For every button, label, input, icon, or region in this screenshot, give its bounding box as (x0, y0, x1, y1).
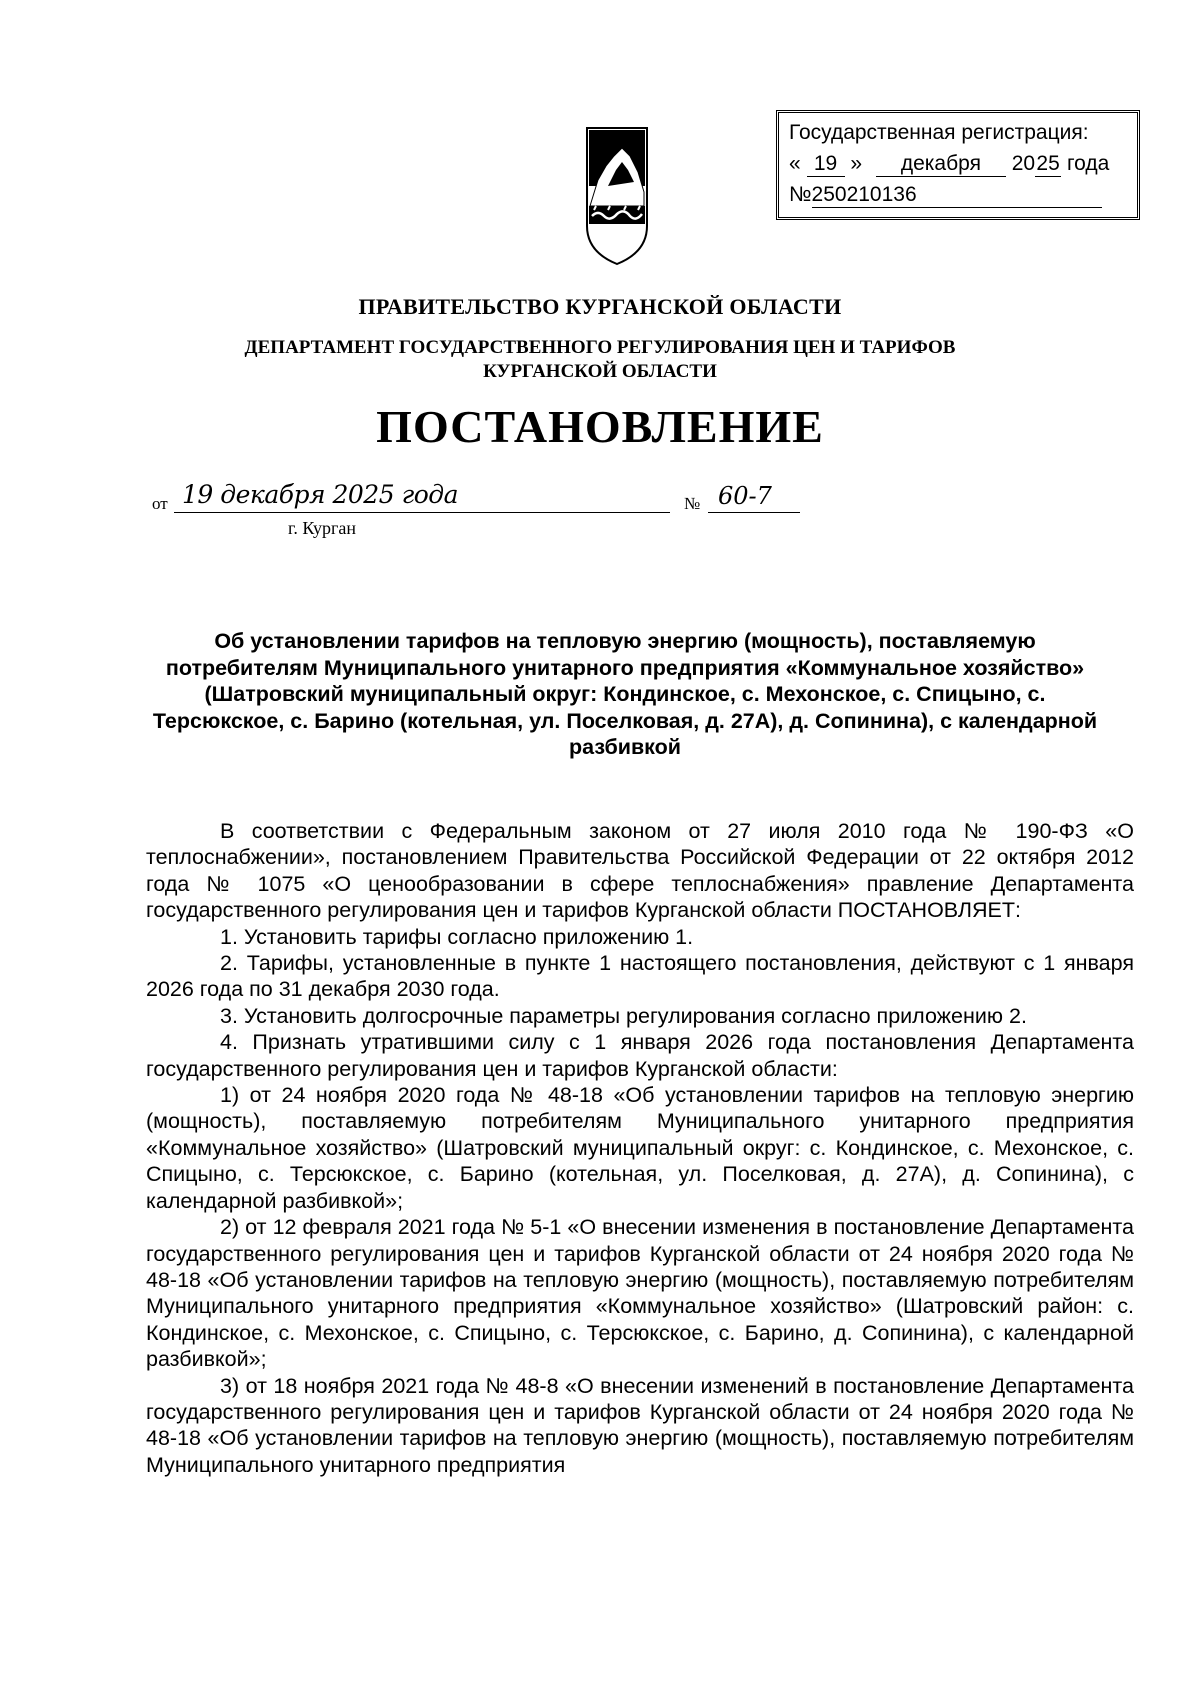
item-1: 1. Установить тарифы согласно приложению 1. (220, 924, 694, 949)
registration-year-suffix: 25 (1036, 152, 1060, 175)
registration-day: 19 (807, 152, 845, 177)
city-label: г. Курган (288, 518, 357, 538)
registration-date (789, 148, 1137, 179)
registration-quote-close: » (850, 152, 863, 175)
document-type-title: ПОСТАНОВЛЕНИЕ (376, 401, 824, 452)
registration-stamp (776, 110, 1140, 220)
preamble-paragraph: В соответствии с Федеральным законом от 27 июля 2010 года № 190-ФЗ «О теплоснабжении», постановлением Правительства Российской Федерации от 22 октября 2012 года № 1075 «О ценообразовании в сфере теплоснабжения» правление Департамента государственного регулирования цен и тарифов Курганской области ПОСТАНОВЛЯЕТ: (146, 819, 1134, 923)
item-4: 4. Признать утратившими силу с 1 января 2026 года постановления Департамента государственного регулирования цен и тарифов Курганской области: (146, 1030, 1134, 1081)
department-header-line2: КУРГАНСКОЙ ОБЛАСТИ (483, 361, 717, 382)
handwritten-date: 19 декабря 2025 года (182, 480, 458, 509)
department-header-line1: ДЕПАРТАМЕНТ ГОСУДАРСТВЕННОГО РЕГУЛИРОВАНИЯ ЦЕН И ТАРИФОВ (244, 337, 956, 358)
number-label: № (684, 494, 701, 513)
date-field (174, 480, 670, 513)
from-label: от (152, 494, 168, 513)
handwritten-number: 60-7 (718, 482, 772, 510)
subitem-1: 1) от 24 ноября 2020 года № 48-18 «Об установлении тарифов на тепловую энергию (мощность), поставляемую потребителям Муниципального унитарного предприятия «Коммунальное хозяйство» (Шатровский муниципальный округ: с. Кондинское, с. Мехонское, с. Спицыно, с. Терсюкское, с. Барино (котельная, ул. Поселковая, д. 27А), д. Сопинина), с календарной разбивкой»; (146, 1083, 1134, 1213)
registration-number-row (789, 179, 1137, 210)
registration-quote-open: « (789, 152, 801, 175)
number-field (708, 484, 800, 513)
registration-number: 250210136 (812, 183, 1102, 208)
subitem-2: 2) от 12 февраля 2021 года № 5-1 «О внесении изменения в постановление Департамента государственного регулирования цен и тарифов Курганской области от 24 ноября 2020 года № 48-18 «Об установлении тарифов на тепловую энергию (мощность), поставляемую потребителям Муниципального унитарного предприятия «Коммунальное хозяйство» (Шатровский район: с. Кондинское, с. Мехонское, с. Спицыно, с. Терсюкское, с. Барино, д. Сопинина), с календарной разбивкой»; (146, 1215, 1134, 1372)
registration-number-label: № (789, 183, 812, 206)
item-3: 3. Установить долгосрочные параметры регулирования согласно приложению 2. (220, 1003, 1027, 1028)
registration-month: декабря (876, 152, 1006, 177)
coat-of-arms-icon (584, 126, 650, 266)
registration-year-word: года (1066, 152, 1110, 175)
document-body (146, 818, 1134, 1478)
item-2: 2. Тарифы, установленные в пункте 1 настоящего постановления, действуют с 1 января 2026 года по 31 декабря 2030 года. (146, 951, 1134, 1002)
registration-label: Государственная регистрация: (789, 121, 1089, 144)
subitem-3: 3) от 18 ноября 2021 года № 48-8 «О внесении изменений в постановление Департамента государственного регулирования цен и тарифов Курганской области от 24 ноября 2020 года № 48-18 «Об установлении тарифов на тепловую энергию (мощность), поставляемую потребителям Муниципального унитарного предприятия (146, 1373, 1134, 1477)
document-subject: Об установлении тарифов на тепловую энергию (мощность), поставляемую потребителям Муниципального унитарного предприятия «Коммунальное хозяйство» (Шатровский муниципальный округ: Кондинское, с. Мехонское, с. Спицыно, с. Терсюкское, с. Барино (котельная, ул. Поселковая, д. 27А), д. Сопинина), с календарной разбивкой (152, 629, 1098, 759)
government-header: ПРАВИТЕЛЬСТВО КУРГАНСКОЙ ОБЛАСТИ (358, 294, 842, 319)
registration-year-prefix: 20 (1011, 152, 1036, 175)
